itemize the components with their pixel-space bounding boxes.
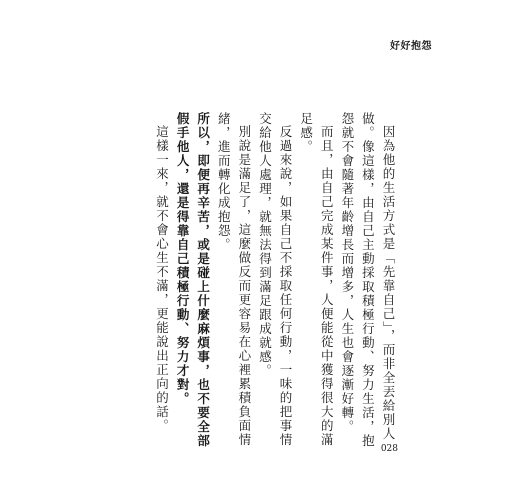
paragraph: 這樣一來，就不會心生不滿，更能說出正向的話。 [154,124,170,433]
page-number: 028 [380,444,398,454]
paragraph: 而且，由自己完成某件事，人便能從中獲得很大的滿足感。 [298,112,335,447]
paragraph: 別說是滿足了，這麼做反而更容易在心裡累積負面情緒，進而轉化成抱怨。 [216,112,252,447]
paragraph: 反過來說，如果自己不採取任何行動，一味的把事情交給他人處理，就無法得到滿足跟成就感。 [257,112,294,447]
running-header: 好好抱怨 [390,41,432,52]
paragraph-emphasis: 所以，即便再辛苦，或是碰上什麼麻煩事，也不要全部假手他人，還是得靠自己積極行動、努力才對。 [175,112,211,448]
paragraph: 因為他的生活方式是「先靠自己」，而非全丟給別人做。像這樣，由自己主動採取積極行動、努力生活，抱怨就不會隨著年齡增長而增多，人生也會逐漸好轉。 [339,112,396,448]
body-text [98,112,398,457]
